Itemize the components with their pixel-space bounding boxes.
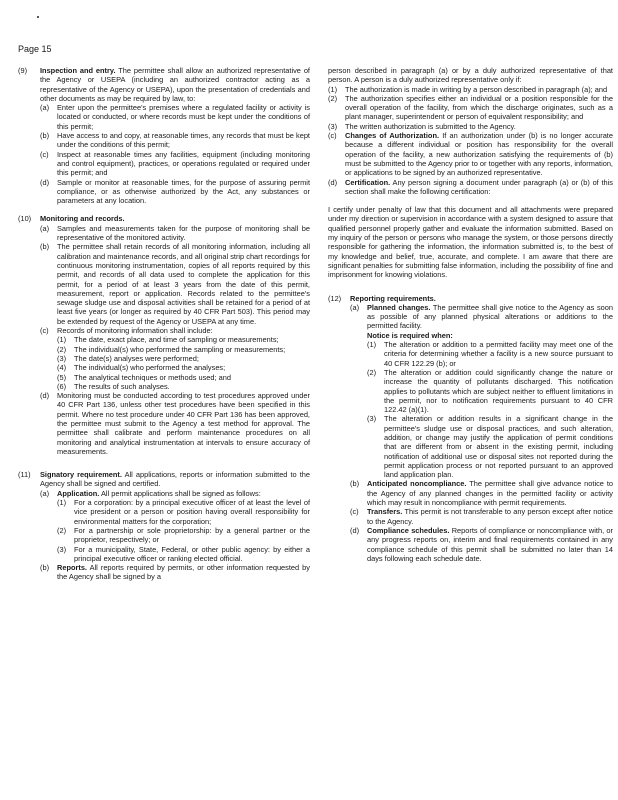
page-number: Page 15	[18, 44, 52, 54]
section-12-title: Reporting requirements.	[350, 293, 436, 303]
section-11-item-a: (a) Application. All permit applications shall be signed as follows: (1) For a corporation: by a principal executive officer of at least the level of vice president or a person or position having overall responsibility for environmental matters for the corporation; (2) For a partnership or sole proprietorship: by a general partner or the proprietor, respectively; or (3) For a municipality, State, Federal, or other public agency: by either a principal executive officer or ranking elected official.	[40, 488, 310, 563]
section-11-b-2: (2) The authorization specifies either an individual or a position responsible for the overall operation of the facility, from which the discharge originates, such as a plant manager, superintendent or person of equivalent responsibility; and	[328, 93, 613, 122]
section-11-intro: Signatory requirement. All applications, reports or information submitted to the Agency shall be signed and certified.	[40, 470, 310, 489]
section-11-continued: person described in paragraph (a) or by a duly authorized representative of that person. A person is a duly authorized representative only if:	[328, 66, 613, 85]
section-11-item-d: (d) Certification. Any person signing a document under paragraph (a) or (b) of this section shall make the following certification:	[328, 177, 613, 196]
section-9-intro: Inspection and entry. The permittee shall allow an authorized representative of the Agency or USEPA (including an authorized contractor acting as a representative of the Agency or USEPA), upon the presentation of credentials and other documents as may be required by law, to:	[40, 66, 310, 103]
certification-statement: I certify under penalty of law that this document and all attachments were prepared under my direction or supervision in accordance with a system designed to assure that qualified personnel properly gather and evaluate the information submitted. Based on my inquiry of the person or persons who manage the system, or those persons directly responsible for gathering the information, the information submitted is, to the best of my knowledge and belief, true, accurate, and complete. I am aware that there are significant penalties for submitting false information, including the possibility of fine and imprisonment for knowing violations.	[328, 205, 613, 280]
section-12-item-c: (c) Transfers. This permit is not transferable to any person except after notice to the Agency.	[350, 507, 614, 526]
section-12: (12) Reporting requirements. (a) Planned changes. The permittee shall give notice to the Agency as soon as possible of any planned physical alterations or additions to the permitted facility. Notice is required when: (1) The alteration or addition to a permitted facility may meet one of the criteria for determining whether a facility is a new source pursuant to 40 CFR 122.29 (b); or (2) The alteration or addition could significantly change the nature or increase the quantity of pollutants discharged. This notification applies to pollutants which are subject neither to effluent limitations in the permit, nor to notification requirements pursuant to 40 CFR 122.42 (a)(1). (3) The alteration or addition results in a significant change in the permittee's sludge use or disposal practices, and such alteration, addition, or change may justify the application of permit conditions that are different from or absent in the existing permit, including notification of additional use or disposal sites not reported during the permit application process or not reported pursuant to an approved land application plan. (b) Anticipated noncompliance. The permittee shall give advance notice to the Agency of any planned changes in the permitted facility or activity which may result in noncompliance with permit requirements. (c) Transfers. This permit is not transferable to any person except after notice to the Agency. (d) Compliance schedules. Reports of compliance or noncompliance with, or any progress reports on, interim and final requirements contained in any compliance schedule of this permit shall be submitted no later than 14 days following each schedule date.	[328, 293, 614, 563]
right-column	[328, 66, 613, 563]
section-11-b-1: (1) The authorization is made in writing by a person described in paragraph (a); and	[328, 84, 608, 94]
left-column	[18, 66, 310, 582]
section-10-c-2: (2) The individual(s) who performed the sampling or measurements;	[57, 344, 286, 354]
section-12-a-1: (1) The alteration or addition to a permitted facility may meet one of the criteria for determining whether a facility is a new source pursuant to 40 CFR 122.29 (b); or	[367, 340, 613, 368]
section-12-item-a: (a) Planned changes. The permittee shall give notice to the Agency as soon as possible of any planned physical alterations or additions to the permitted facility. Notice is required when: (1) The alteration or addition to a permitted facility may meet one of the criteria for determining whether a facility is a new source pursuant to 40 CFR 122.29 (b); or (2) The alteration or addition could significantly change the nature or increase the quantity of pollutants discharged. This notification applies to pollutants which are subject neither to effluent limitations in the permit, nor to notification requirements pursuant to 40 CFR 122.42 (a)(1). (3) The alteration or addition results in a significant change in the permittee's sludge use or disposal practices, and such alteration, addition, or change may justify the application of permit conditions that are different from or absent in the existing permit, including notification of additional use or disposal sites not reported during the permit application process or not reported pursuant to an approved land application plan.	[350, 302, 614, 480]
section-11: (11) Signatory requirement. All applications, reports or information submitted to the Agency shall be signed and certified. (a) Application. All permit applications shall be signed as follows: (1) For a corporation: by a principal executive officer of at least the level of vice president or a person or position having overall responsibility for environmental matters for the corporation; (2) For a partnership or sole proprietorship: by a general partner or the proprietor, respectively; or (3) For a municipality, State, Federal, or other public agency: by either a principal executive officer or ranking elected official. (b) Reports. All reports required by permits, or other information requested by the Agency shall be signed by a	[18, 470, 310, 582]
section-10-item-a: (a) Samples and measurements taken for the purpose of monitoring shall be representative of the monitored activity.	[40, 223, 310, 243]
section-11-a-1: (1) For a corporation: by a principal executive officer of at least the level of vice president or a person or position having overall responsibility for environmental matters for the corporation;	[57, 498, 310, 526]
section-10-item-c: (c) Records of monitoring information shall include: (1) The date, exact place, and time of sampling or measurements; (2) The individual(s) who performed the sampling or measurements; (3) The date(s) analyses were performed; (4) The individual(s) who performed the analyses; (5) The analytical techniques or methods used; and (6) The results of such analyses.	[40, 326, 310, 391]
section-10-c-1: (1) The date, exact place, and time of sampling or measurements;	[57, 335, 279, 345]
section-9-item-a: (a) Enter upon the permittee's premises where a regulated facility or activity is located or conducted, or where records must be kept under the conditions of this permit;	[40, 103, 310, 131]
section-12-a-2: (2) The alteration or addition could significantly change the nature or increase the quantity of pollutants discharged. This notification applies to pollutants which are subject neither to effluent limitations in the permit, nor to notification requirements pursuant to 40 CFR 122.42 (a)(1).	[367, 367, 613, 415]
section-12-a-3: (3) The alteration or addition results in a significant change in the permittee's sludge use or disposal practices, and such alteration, addition, or change may justify the application of permit conditions that are different from or absent in the existing permit, including notification of additional use or disposal sites not reported during the permit application process or not reported pursuant to an approved land application plan.	[367, 414, 613, 480]
section-11-a-2: (2) For a partnership or sole proprietorship: by a general partner or the proprietor, respectively; or	[57, 525, 310, 545]
section-10-c-5: (5) The analytical techniques or methods used; and	[57, 372, 231, 382]
section-12-item-d: (d) Compliance schedules. Reports of compliance or noncompliance with, or any progress reports on, interim and final requirements contained in any compliance schedule of this permit shall be submitted no later than 14 days following each schedule date.	[350, 525, 613, 563]
notice-required-label: Notice is required when:	[367, 330, 453, 340]
section-11-item-c: (c) Changes of Authorization. If an authorization under (b) is no longer accurate because a different individual or position has responsibility for the overall operation of the facility, a new authorization satisfying the requirements of (b) must be submitted to the Agency prior to or together with any reports, information, or applications to be signed by an authorized representative.	[328, 131, 613, 178]
section-10: (10) Monitoring and records. (a) Samples and measurements taken for the purpose of monitoring shall be representative of the monitored activity. (b) The permittee shall retain records of all monitoring information, including all calibration and maintenance records, and all original strip chart recordings for continuous monitoring instrumentation, copies of all reports required by this permit, and records of all data used to complete the application for this permit, for a period of at least 3 years from the date of this permit, measurement, report or application. Records related to the permittee's sewage sludge use and disposal activities shall be retained for a period of at least five years (or longer as required by 40 CFR Part 503). This period may be extended by request of the Agency or USEPA at any time. (c) Records of monitoring information shall include: (1) The date, exact place, and time of sampling or measurements; (2) The individual(s) who performed the sampling or measurements; (3) The date(s) analyses were performed; (4) The individual(s) who performed the analyses; (5) The analytical techniques or methods used; and (6) The results of such analyses. (d) Monitoring must be conducted according to test procedures approved under 40 CFR Part 136, unless other test procedures have been specified in this permit. Where no test procedure under 40 CFR Part 136 has been approved, the permittee must submit to the Agency a test method for approval. The permittee shall calibrate and perform maintenance procedures on all monitoring and analytical instrumentation at intervals to ensure accuracy of measurements.	[18, 214, 310, 456]
speck-mark	[37, 16, 39, 18]
section-10-item-d: (d) Monitoring must be conducted according to test procedures approved under 40 CFR Part 136, unless other test procedures have been specified in this permit. Where no test procedure under 40 CFR Part 136 has been approved, the permittee must submit to the Agency a test method for approval. The permittee shall calibrate and perform maintenance procedures on all monitoring and analytical instrumentation at intervals to ensure accuracy of measurements.	[40, 391, 310, 456]
section-10-item-b: (b) The permittee shall retain records of all monitoring information, including all calibration and maintenance records, and all original strip chart recordings for continuous monitoring instrumentation, copies of all reports required by this permit, and records of all data used to complete the application for this permit, for a period of at least 3 years from the date of this permit, measurement, report or application. Records related to the permittee's sewage sludge use and disposal activities shall be retained for a period of at least five years (or longer as required by 40 CFR Part 503). This period may be extended by request of the Agency or USEPA at any time.	[40, 242, 310, 326]
section-11-a-3: (3) For a municipality, State, Federal, or other public agency: by either a principal executive officer or ranking elected official.	[57, 544, 310, 563]
section-9-item-b: (b) Have access to and copy, at reasonable times, any records that must be kept under the conditions of this permit;	[40, 131, 310, 150]
section-10-c-3: (3) The date(s) analyses were performed;	[57, 353, 199, 363]
section-9-item-d: (d) Sample or monitor at reasonable times, for the purpose of assuring permit compliance, or as otherwise authorized by the Act, any substances or parameters at any location.	[40, 177, 310, 206]
section-10-title: Monitoring and records.	[40, 214, 125, 224]
section-10-c-6: (6) The results of such analyses.	[57, 381, 170, 391]
section-9-item-c: (c) Inspect at reasonable times any facilities, equipment (including monitoring and control equipment), practices, or operations regulated or required under this permit; and	[40, 149, 310, 178]
section-10-c-4: (4) The individual(s) who performed the analyses;	[57, 363, 226, 373]
section-11-b-3: (3) The written authorization is submitted to the Agency.	[328, 121, 516, 131]
section-9: (9) Inspection and entry. The permittee shall allow an authorized representative of the Agency or USEPA (including an authorized contractor acting as a representative of the Agency or USEPA), upon the presentation of credentials and other documents as may be required by law, to: (a) Enter upon the permittee's premises where a regulated facility or activity is located or conducted, or where records must be kept under the conditions of this permit; (b) Have access to and copy, at reasonable times, any records that must be kept under the conditions of this permit; (c) Inspect at reasonable times any facilities, equipment (including monitoring and control equipment), practices, or operations regulated or required under this permit; and (d) Sample or monitor at reasonable times, for the purpose of assuring permit compliance, or as otherwise authorized by the Act, any substances or parameters at any location.	[18, 66, 310, 206]
section-11-item-b: (b) Reports. All reports required by permits, or other information requested by the Agency shall be signed by a	[40, 563, 310, 582]
section-12-item-b: (b) Anticipated noncompliance. The permittee shall give advance notice to the Agency of any planned changes in the permitted facility or activity which may result in noncompliance with permit requirements.	[350, 479, 613, 508]
